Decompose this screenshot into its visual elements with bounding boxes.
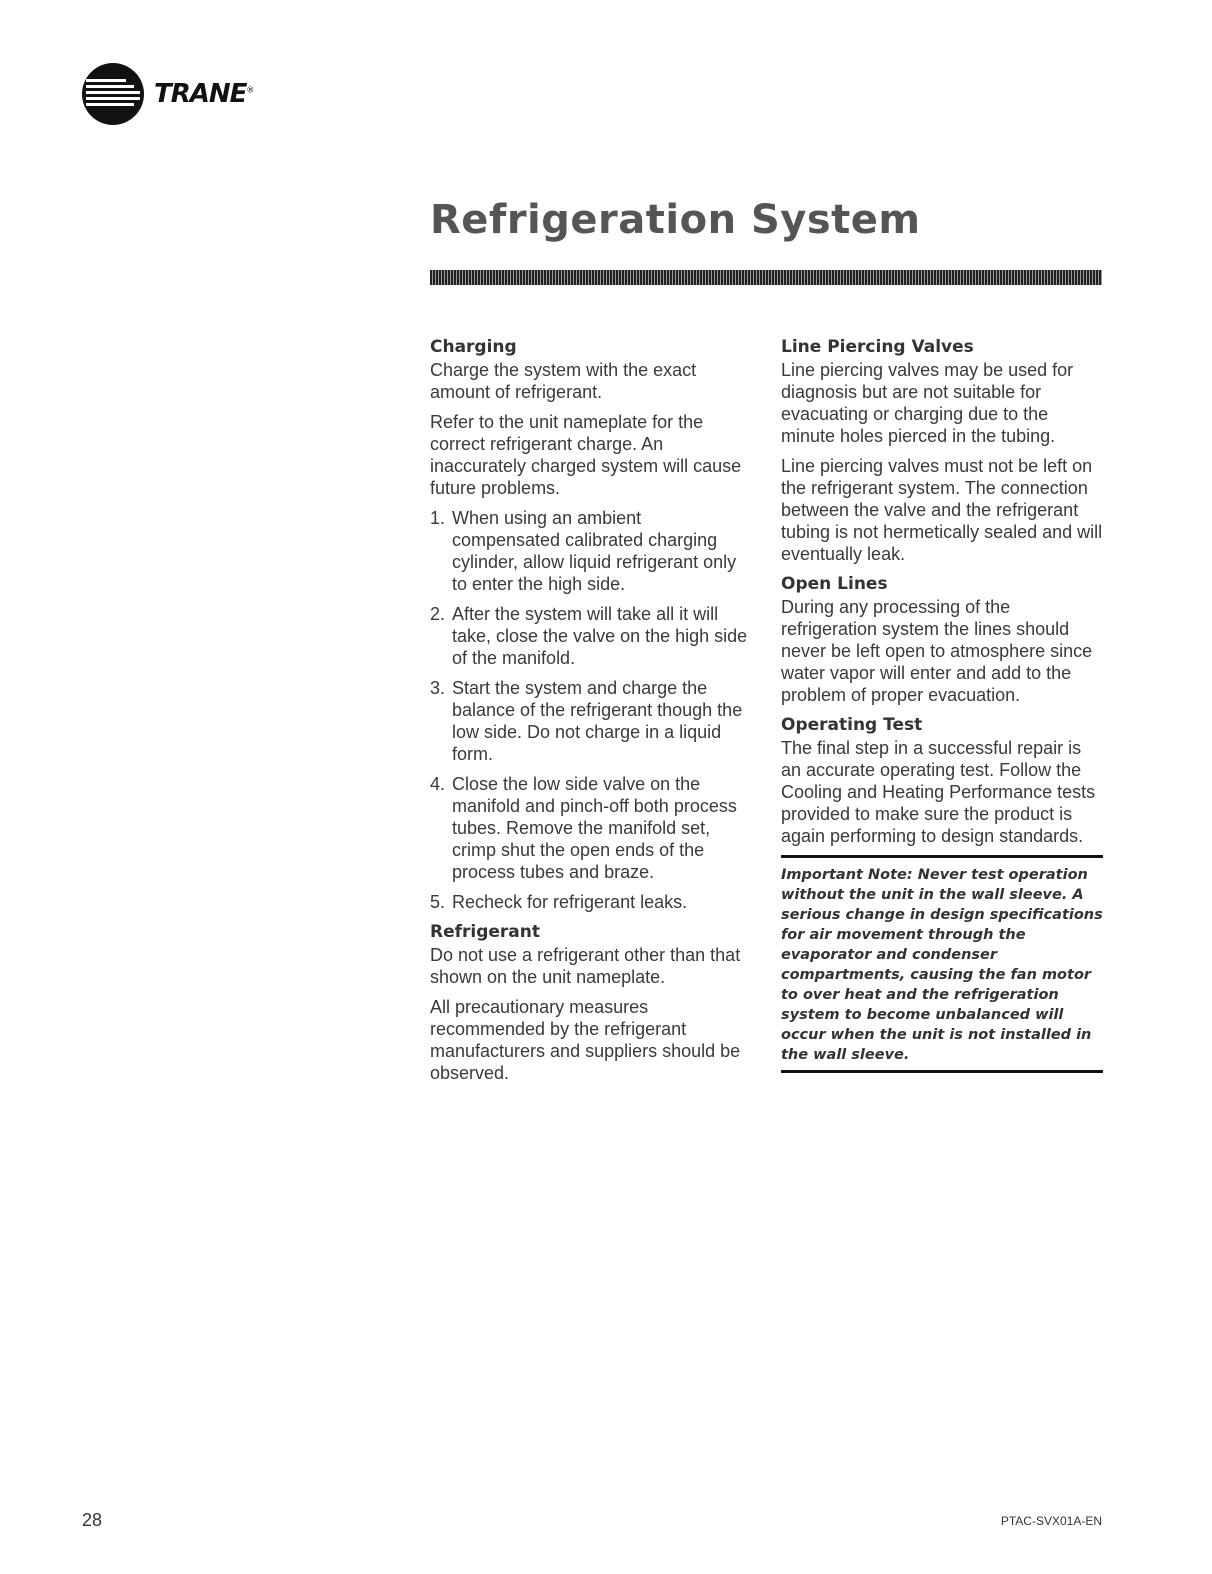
open-lines-paragraph: During any processing of the refrigeration system the lines should never be left open to atmosphere since water vapor will enter and add to the problem of proper evacuation. (781, 597, 1093, 705)
list-item: 1. When using an ambient compensated calibrated charging cylinder, allow liquid refrigerant only to enter the high side. (430, 508, 737, 594)
globe-icon (82, 63, 144, 125)
brand-name: TRANE® (154, 79, 254, 109)
list-item: 5. Recheck for refrigerant leaks. (430, 892, 688, 912)
title-divider (430, 270, 1102, 285)
line-piercing-paragraph-2: Line piercing valves must not be left on the refrigerant system. The connection between the valve and the refrigerant tubing is not hermetically sealed and will eventually leak. (781, 456, 1103, 564)
charging-heading: Charging (430, 337, 517, 357)
important-note-text: Important Note: Never test operation without the unit in the wall sleeve. A serious change in design specifications for air movement through the evaporator and condenser compartments, causing the fan motor to over heat and the refrigeration system to become unbalanced will occur when the unit is not installed in the wall sleeve. (781, 867, 1103, 1063)
line-piercing-paragraph-1: Line piercing valves may be used for diagnosis but are not suitable for evacuating or charging due to the minute holes pierced in the tubing. (781, 360, 1074, 446)
important-note-box (781, 855, 1103, 1073)
list-item: 3. Start the system and charge the balance of the refrigerant though the low side. Do not charge in a liquid form. (430, 678, 743, 764)
refrigerant-paragraph-2: All precautionary measures recommended by the refrigerant manufacturers and suppliers should be observed. (430, 997, 741, 1083)
page-number: 28 (82, 1510, 103, 1530)
list-item: 2. After the system will take all it will take, close the valve on the high side of the manifold. (430, 604, 748, 668)
document-code: PTAC-SVX01A-EN (1000, 1514, 1102, 1528)
list-item: 4. Close the low side valve on the manifold and pinch-off both process tubes. Remove the manifold set, crimp shut the open ends of the process tubes and braze. (430, 774, 737, 882)
line-piercing-heading: Line Piercing Valves (781, 337, 974, 357)
refrigerant-paragraph-1: Do not use a refrigerant other than that shown on the unit nameplate. (430, 945, 741, 987)
operating-test-heading: Operating Test (781, 715, 923, 735)
charging-paragraph-2: Refer to the unit nameplate for the correct refrigerant charge. An inaccurately charged system will cause future problems. (430, 412, 742, 498)
right-column (781, 336, 1103, 1073)
open-lines-heading: Open Lines (781, 574, 888, 594)
charging-steps (430, 507, 752, 913)
left-column (430, 336, 752, 1092)
refrigerant-heading: Refrigerant (430, 922, 541, 942)
operating-test-paragraph: The final step in a successful repair is an accurate operating test. Follow the Cooling and Heating Performance tests provided to make sure the product is again performing to design standards. (781, 738, 1096, 846)
page-title: Refrigeration System (430, 197, 921, 243)
charging-paragraph-1: Charge the system with the exact amount of refrigerant. (430, 360, 697, 402)
trane-logo (82, 63, 282, 125)
